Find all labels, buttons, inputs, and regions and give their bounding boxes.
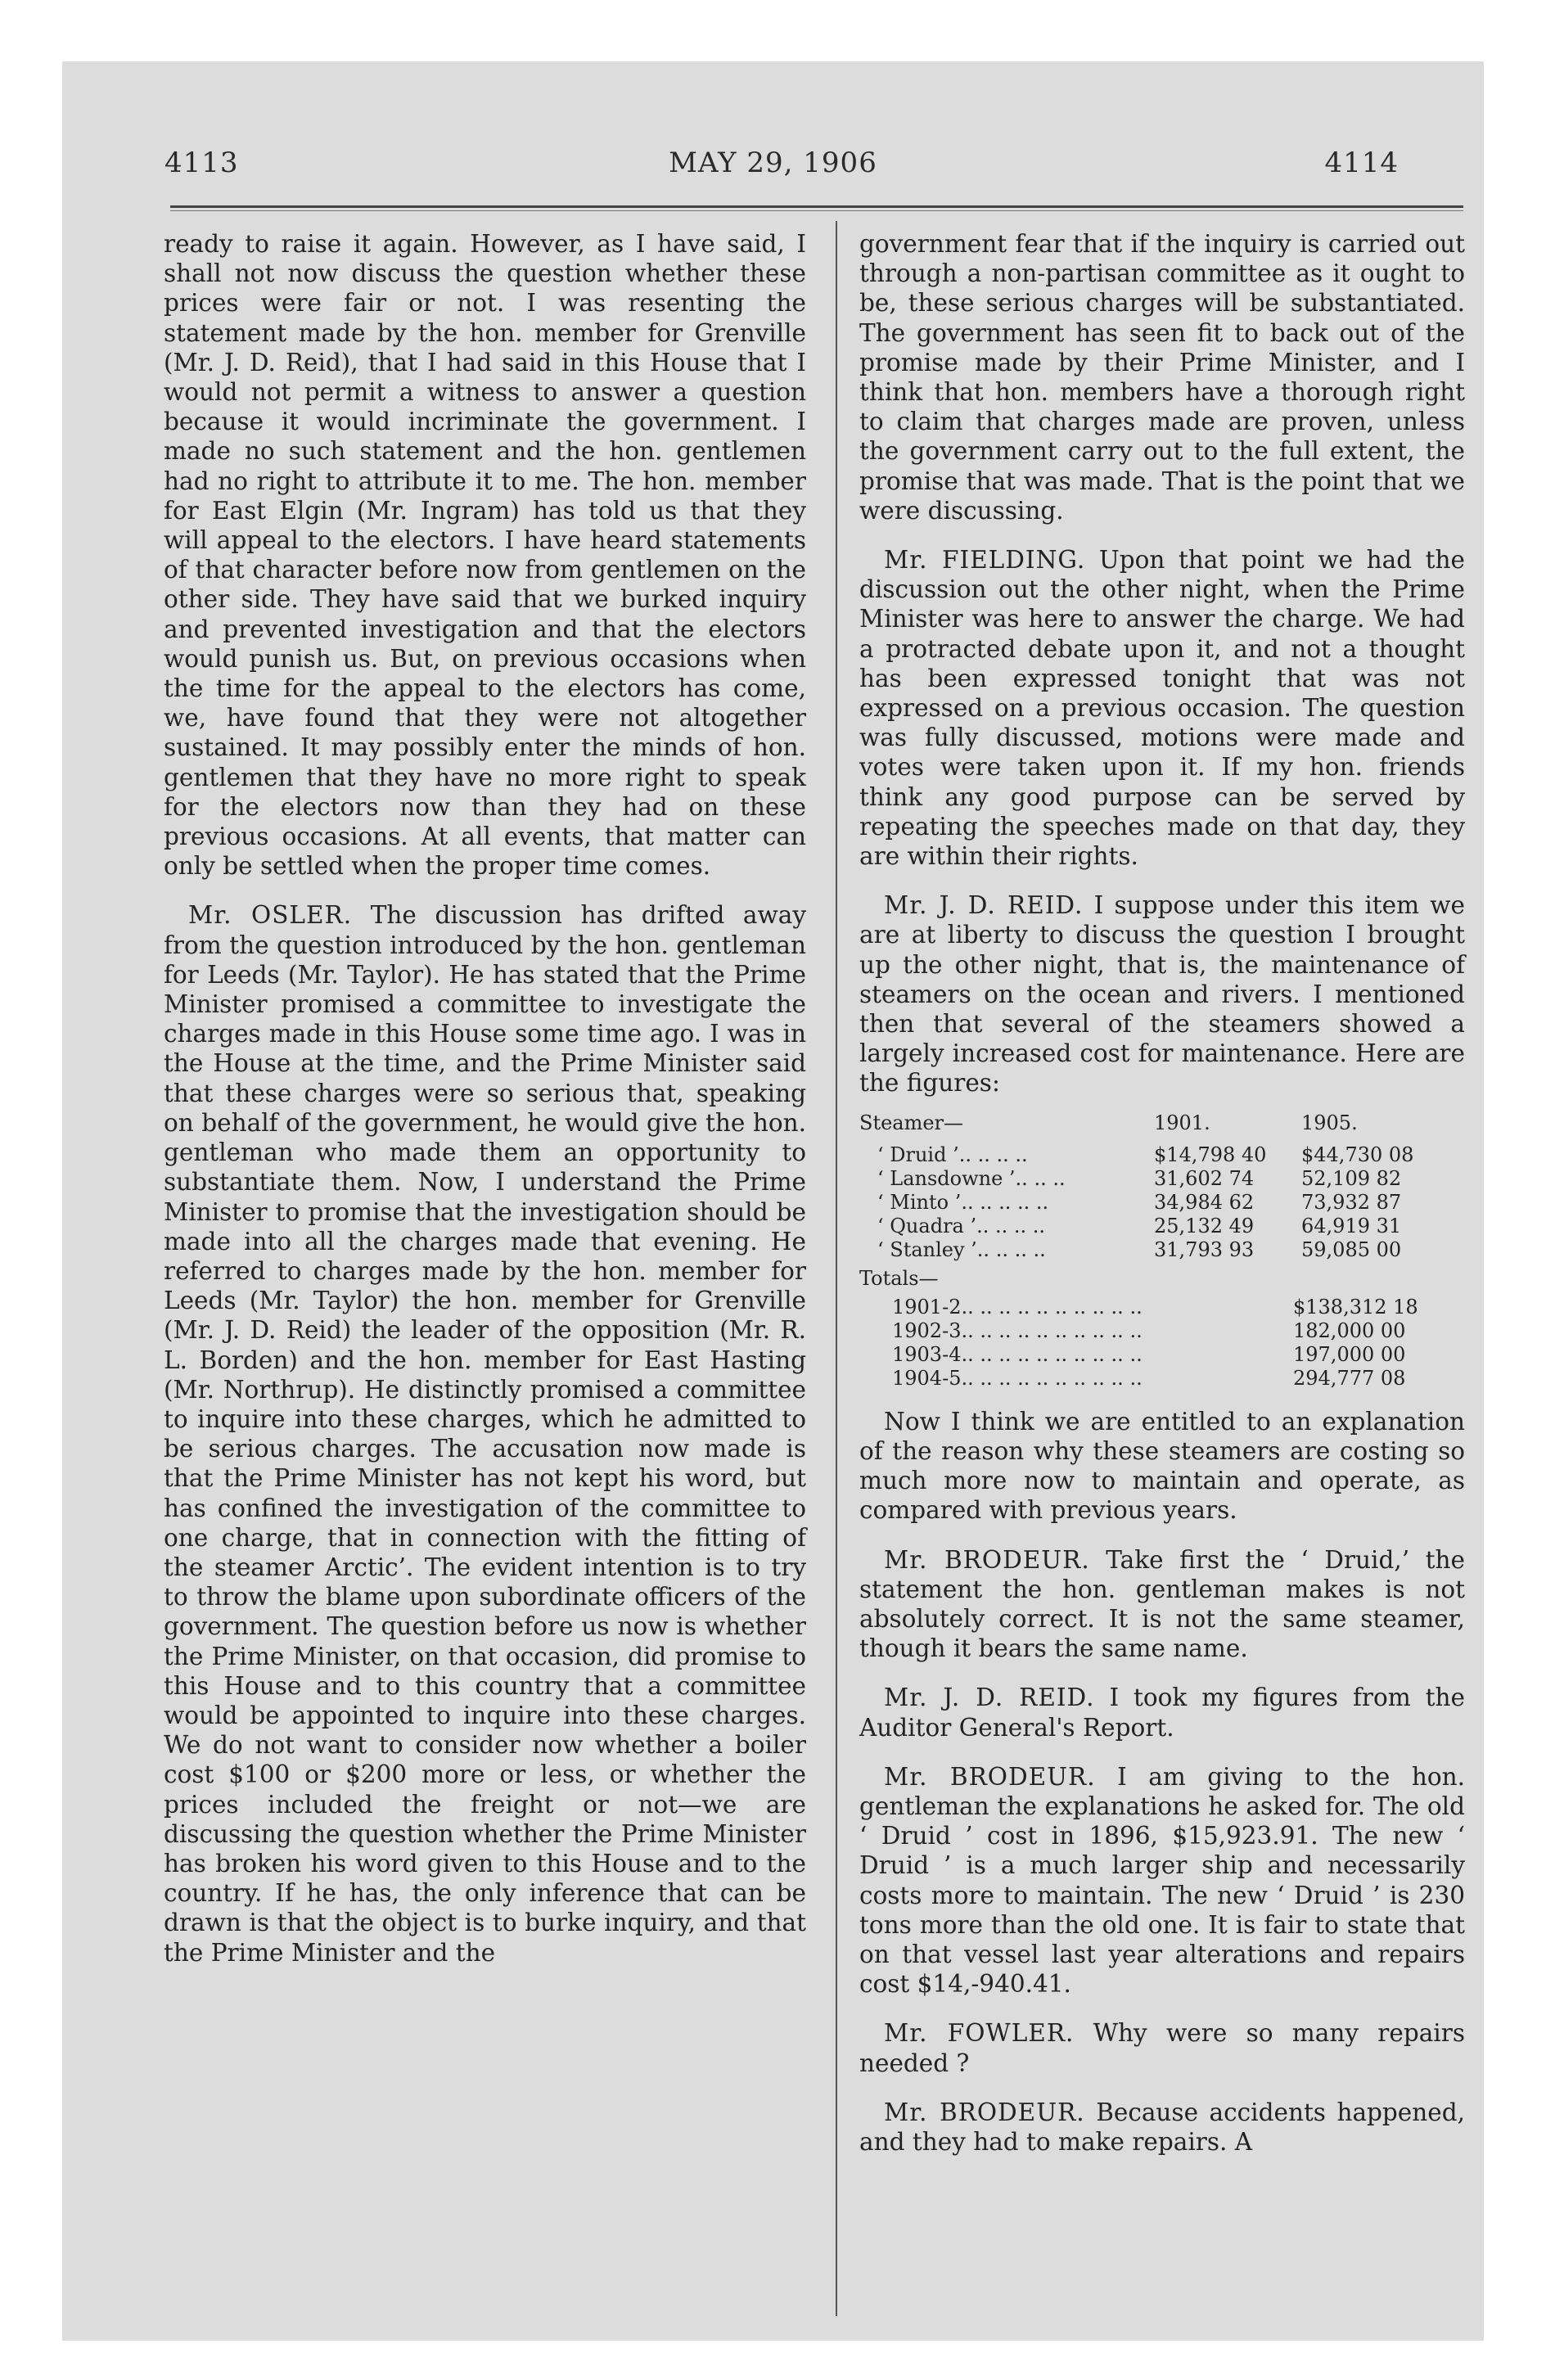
paragraph — [164, 229, 806, 881]
paragraph-text: I took my figures from the Auditor General's Report. — [859, 1684, 1465, 1742]
steamer-name: ‘ Druid ’.. .. .. .. — [877, 1143, 1028, 1166]
steamer-name: ‘ Minto ’.. .. .. .. .. — [877, 1190, 1049, 1214]
speech-paragraph — [859, 890, 1465, 1098]
paragraph-text: government fear that if the inquiry is carried out through a non-partisan committee as it ought to be, these serious charges will be substantiated. The government has seen fit to back out of the promise made by their Prime Minister, and I think that hon. members have a thorough right to claim that charges made are proven, unless the government carry out to the full extent, the promise that was made. That is the point that we were discussing. — [859, 230, 1465, 525]
cost-1905: 64,919 31 — [1301, 1214, 1402, 1237]
table-row — [859, 1343, 1465, 1367]
speech-paragraph — [859, 2098, 1465, 2157]
paragraph-text: ready to raise it again. However, as I have said, I shall not now discuss the question whether these prices were fair or not. I was resenting the statement made by the hon. member for Grenville (Mr. J. D. Reid), that I had said in this House that I would not permit a witness to answer a question because it would incriminate the government. I made no such statement and the hon. gentlemen had no right to attribute it to me. The hon. member for East Elgin (Mr. Ingram) has told us that they will appeal to the electors. I have heard statements of that character before now from gentlemen on the other side. They have said that we burked inquiry and prevented investigation and that the electors would punish us. But, on previous occasions when the time for the appeal to the electors has come, we, have found that they were not altogether sustained. It may possibly enter the minds of hon. gentlemen that they have no more right to speak for the electors now than they had on these previous occasions. At all events, that matter can only be settled when the proper time comes. — [164, 230, 806, 881]
page-number-left: 4113 — [165, 146, 239, 179]
speaker-name: Mr. J. D. REID. — [884, 891, 1084, 920]
cost-1901: 31,602 74 — [1154, 1166, 1255, 1190]
page-number-right: 4114 — [1324, 146, 1399, 179]
total-cost: 294,777 08 — [1293, 1366, 1406, 1390]
page-date: MAY 29, 1906 — [669, 146, 877, 179]
scanned-page-background — [62, 61, 1484, 2341]
hansard-page — [62, 61, 1484, 2341]
paragraph-text: The discussion has drifted away from the question introduced by the hon. gentleman for Leeds (Mr. Taylor). He has stated that the Prime Minister promised a committee to investigate the charges made in this House some time ago. I was in the House at the time, and the Prime Minister said that these charges were so serious that, speaking on behalf of the government, he would give the hon. gentleman who made them an opportunity to substantiate them. Now, I understand the Prime Minister to promise that the investigation should be made into all the charges made that evening. He referred to charges made by the hon. member for Leeds (Mr. Taylor) the hon. member for Grenville (Mr. J. D. Reid) the leader of the opposition (Mr. R. L. Borden) and the hon. member for East Hasting (Mr. Northrup). He distinctly promised a committee to inquire into these charges, which he admitted to be serious charges. The accusation now made is that the Prime Minister has not kept his word, but has confined the investigation of the committee to one charge, that in connection with the fitting of the steamer Arctic’. The evident intention is to try to throw the blame upon subordinate officers of the government. The question before us now is whether the Prime Minister, on that occasion, did promise to this House and to this country that a committee would be appointed to inquire into these charges. We do not want to consider now whether a boiler cost $100 or $200 more or less, or whether the prices included the freight or not—we are discussing the question whether the Prime Minister has broken his word given to this House and to the country. If he has, the only inference that can be drawn is that the object is to burke inquiry, and that the Prime Minister and the — [164, 901, 806, 1967]
steamer-cost-table — [859, 1111, 1465, 1262]
column-header: 1901. — [1154, 1111, 1210, 1134]
speaker-name: Mr. FOWLER. — [884, 2019, 1075, 2048]
paragraph-text: Because accidents happened, and they had to make repairs. A — [859, 2098, 1465, 2156]
cost-1905: $44,730 08 — [1301, 1143, 1414, 1166]
cost-1905: 52,109 82 — [1301, 1166, 1402, 1190]
table-row — [859, 1367, 1465, 1391]
total-cost: 197,000 00 — [1293, 1342, 1406, 1366]
speech-paragraph — [859, 1545, 1465, 1664]
speaker-name: Mr. J. D. REID. — [884, 1684, 1095, 1712]
totals-label: Totals— — [859, 1266, 939, 1290]
paragraph-text: Take first the ‘ Druid,’ the statement the hon. gentleman makes is not absolutely correct. It is not the same steamer, though it bears the same name. — [859, 1545, 1465, 1663]
cost-1905: 73,932 87 — [1301, 1190, 1402, 1214]
paragraph-text: Upon that point we had the discussion out the other night, when the Prime Minister was here to answer the charge. We had a protracted debate upon it, and not a thought has been expressed tonight that was not expressed on a previous occasion. The question was fully discussed, motions were made and votes were taken upon it. If my hon. friends think any good purpose can be served by repeating the speeches made on that day, they are within their rights. — [859, 546, 1465, 871]
total-cost: $138,312 18 — [1293, 1295, 1418, 1318]
speech-paragraph — [859, 1762, 1465, 1999]
cost-1905: 59,085 00 — [1301, 1237, 1402, 1261]
total-cost: 182,000 00 — [1293, 1318, 1406, 1342]
speech-paragraph — [164, 900, 806, 1967]
column-divider — [836, 221, 837, 2316]
speech-paragraph — [859, 545, 1465, 871]
table-row — [859, 1238, 1465, 1262]
steamer-name: ‘ Lansdowne ’.. .. .. — [877, 1166, 1066, 1190]
right-column — [859, 229, 1465, 2157]
paragraph — [859, 229, 1465, 525]
paragraph-text: I suppose under this item we are at liberty to discuss the question I brought up the other night, that is, the maintenance of steamers on the ocean and rivers. I mentioned then that several of the steamers showed a largely increased cost for maintenance. Here are the figures: — [859, 891, 1465, 1098]
fiscal-year: 1904-5.. .. .. .. .. .. .. .. .. .. — [892, 1366, 1143, 1390]
speech-paragraph — [859, 1683, 1465, 1742]
fiscal-year: 1901-2.. .. .. .. .. .. .. .. .. .. — [892, 1295, 1143, 1318]
speaker-name: Mr. BRODEUR. — [884, 2098, 1085, 2126]
totals-table — [859, 1296, 1465, 1391]
fiscal-year: 1903-4.. .. .. .. .. .. .. .. .. .. — [892, 1342, 1143, 1366]
header-rule — [170, 205, 1463, 208]
speaker-name: Mr. BRODEUR. — [884, 1545, 1090, 1574]
table-row — [859, 1167, 1465, 1191]
cost-1901: $14,798 40 — [1154, 1143, 1267, 1166]
paragraph — [859, 1407, 1465, 1526]
cost-1901: 34,984 62 — [1154, 1190, 1255, 1214]
steamer-name: ‘ Quadra ’.. .. .. .. — [877, 1214, 1046, 1237]
paragraph-text: Now I think we are entitled to an explanation of the reason why these steamers are costing so much more now to maintain and operate, as compared with previous years. — [859, 1407, 1465, 1525]
column-header: Steamer— — [859, 1111, 964, 1134]
fiscal-year: 1902-3.. .. .. .. .. .. .. .. .. .. — [892, 1318, 1143, 1342]
cost-1901: 31,793 93 — [1154, 1237, 1255, 1261]
table-row — [859, 1215, 1465, 1238]
speaker-name: Mr. OSLER. — [188, 901, 353, 930]
speaker-name: Mr. FIELDING. — [884, 546, 1086, 575]
paragraph-text: I am giving to the hon. gentleman the explanations he asked for. The old ‘ Druid ’ cost in 1896, $15,923.91. The new ‘ Druid ’ is a much larger ship and necessarily costs more to maintain. The new ‘ Druid ’ is 230 tons more than the old one. It is fair to state that on that vessel last year alterations and repairs cost $14,-940.41. — [859, 1762, 1465, 1999]
table-header-row — [859, 1111, 1465, 1143]
paragraph-text: Why were so many repairs needed ? — [859, 2019, 1465, 2077]
table-row — [859, 1296, 1465, 1319]
header-rule-thin — [170, 210, 1463, 211]
table-row — [859, 1191, 1465, 1215]
speaker-name: Mr. BRODEUR. — [884, 1762, 1096, 1791]
steamer-name: ‘ Stanley ’.. .. .. .. — [877, 1237, 1046, 1261]
cost-1901: 25,132 49 — [1154, 1214, 1255, 1237]
speech-paragraph — [859, 2018, 1465, 2077]
column-header: 1905. — [1301, 1111, 1358, 1134]
table-row — [859, 1319, 1465, 1343]
left-column — [164, 229, 806, 1968]
table-row — [859, 1143, 1465, 1167]
